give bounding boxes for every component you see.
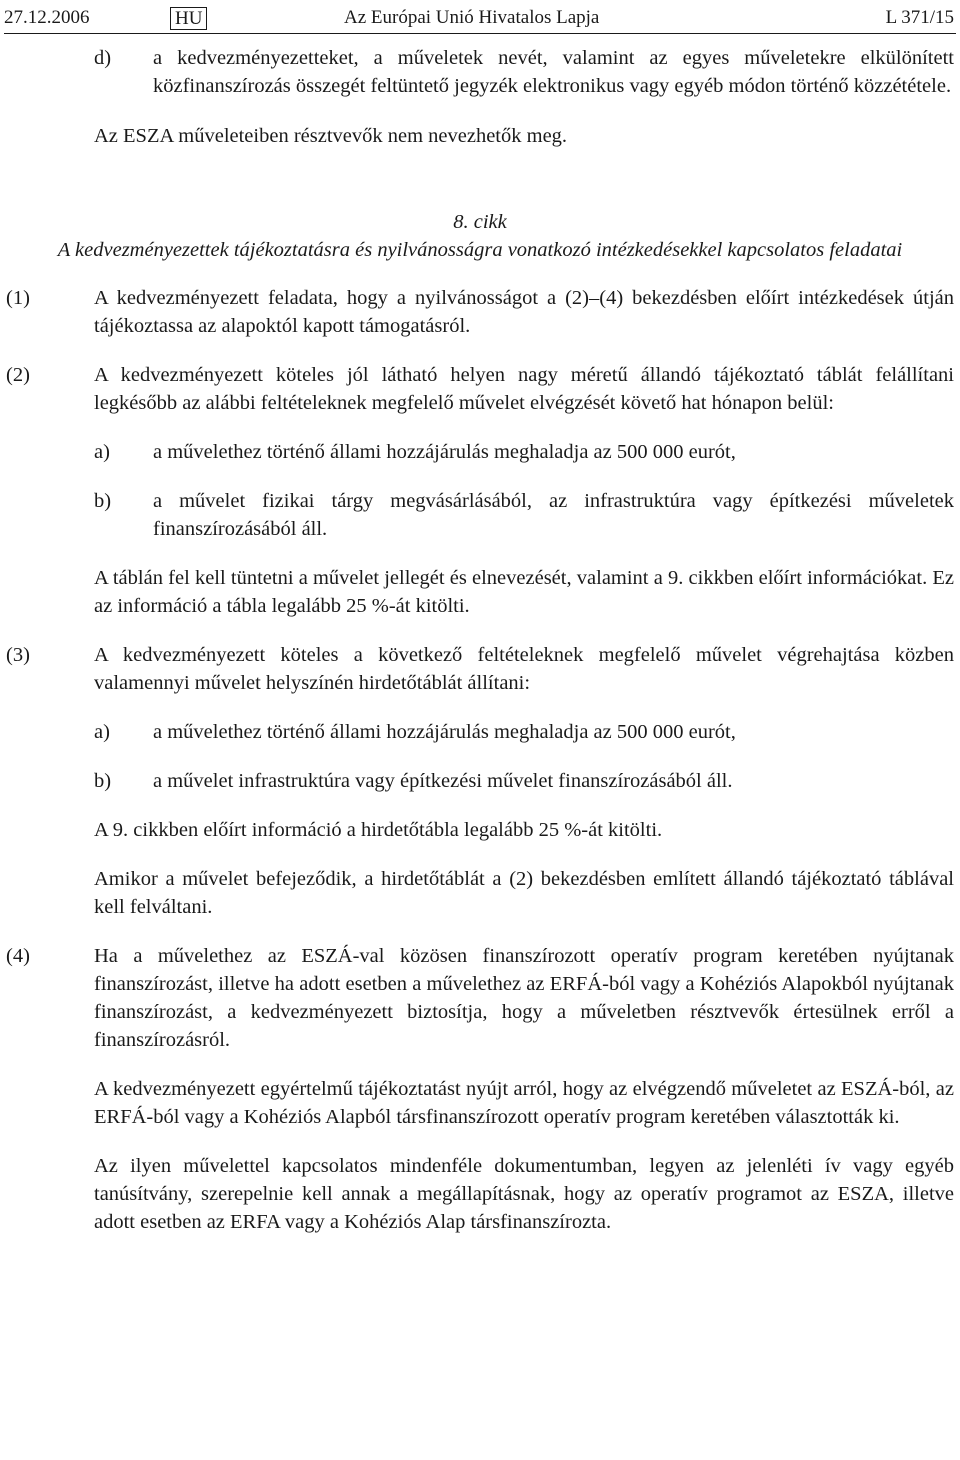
list-label: a) [94,441,110,463]
list-item-a [94,438,954,466]
header-divider [4,33,956,34]
list-label: b) [94,770,112,792]
paragraph-label: (1) [6,287,30,309]
paragraph-text: A táblán fel kell tüntetni a művelet jellegét és elnevezését, valamint a 9. cikkben előírt információkat. Ez az információ a tábla legalább 25 %-át kitölti. [94,567,954,617]
header-date: 27.12.2006 [4,7,90,28]
paragraph-text: A kedvezményezett köteles a következő feltételeknek megfelelő művelet végrehajtása közben valamennyi művelet helyszínén hirdetőtáblát állítani: [94,644,954,694]
paragraph-1 [6,284,954,340]
paragraph-text: Amikor a művelet befejeződik, a hirdetőtáblát a (2) bekezdésben említett állandó tájékoztató táblával kell felváltani. [94,868,954,918]
list-label: a) [94,721,110,743]
list-item-b [94,767,954,795]
list-item-a [94,718,954,746]
list-text: a művelet infrastruktúra vagy építkezési művelet finanszírozásából áll. [153,770,733,792]
list-label: b) [94,490,112,512]
header-page-number: L 371/15 [885,7,954,28]
header-language-code: HU [170,7,207,30]
article-number: 8. cikk [453,211,507,233]
list-text: a művelethez történő állami hozzájárulás meghaladja az 500 000 eurót, [153,721,736,743]
paragraph-2 [6,361,954,417]
list-item-b [94,487,954,543]
article-title: A kedvezményezettek tájékoztatásra és nyilvánosságra vonatkozó intézkedésekkel kapcsolatos feladatai [57,239,903,261]
list-text: a művelet fizikai tárgy megvásárlásából, az infrastruktúra vagy építkezési műveletek finanszírozásából áll. [153,490,954,540]
page-header [4,6,956,30]
list-label: d) [94,47,112,69]
paragraph-label: (3) [6,644,30,666]
paragraph-text: A kedvezményezett egyértelmű tájékoztatást nyújt arról, hogy az elvégzendő műveletet az ESZÁ-ból, az ERFÁ-ból vagy a Kohéziós Alapból társfinanszírozott operatív program keretében választották ki. [94,1078,954,1128]
paragraph-label: (4) [6,945,30,967]
paragraph-text: A 9. cikkben előírt információ a hirdetőtábla legalább 25 %-át kitölti. [94,819,663,841]
paragraph-text: Ha a művelethez az ESZÁ-val közösen finanszírozott operatív program keretében nyújtanak finanszírozást, illetve ha adott esetben a művelethez az ERFÁ-ból vagy a Kohéziós Alapokból nyújtanak finanszírozást, a kedvezményezett biztosítja, hogy a műveletben résztvevők értesülnek erről a finanszírozásról. [94,945,954,1051]
list-item-d [94,44,954,100]
paragraph-label: (2) [6,364,30,386]
paragraph-text: A kedvezményezett feladata, hogy a nyilvánosságot a (2)–(4) bekezdésben előírt intézkedések útján tájékoztassa az alapoktól kapott támogatásról. [94,287,954,337]
list-text: a kedvezményezetteket, a műveletek nevét, valamint az egyes műveletekre elkülönített közfinanszírozás összegét feltüntető jegyzék elektronikus vagy egyéb módon történő közzététele. [153,47,954,97]
paragraph-text: A kedvezményezett köteles jól látható helyen nagy méretű állandó tájékoztató táblát felállítani legkésőbb az alábbi feltételeknek megfelelő művelet elvégzését követő hat hónapon belül: [94,364,954,414]
header-journal-title: Az Európai Unió Hivatalos Lapja [344,7,600,28]
paragraph-4 [6,942,954,1054]
paragraph-3 [6,641,954,697]
paragraph-text: Az ilyen művelettel kapcsolatos mindenféle dokumentumban, legyen az jelenléti ív vagy egyéb tanúsítvány, szerepelnie kell annak a megállapításnak, hogy az operatív programot az ESZA, illetve adott esetben az ERFA vagy a Kohéziós Alap társfinanszírozta. [94,1155,954,1233]
list-text: a művelethez történő állami hozzájárulás meghaladja az 500 000 eurót, [153,441,736,463]
esza-note: Az ESZA műveleteiben résztvevők nem nevezhetők meg. [94,125,568,147]
document-body [6,44,954,1236]
